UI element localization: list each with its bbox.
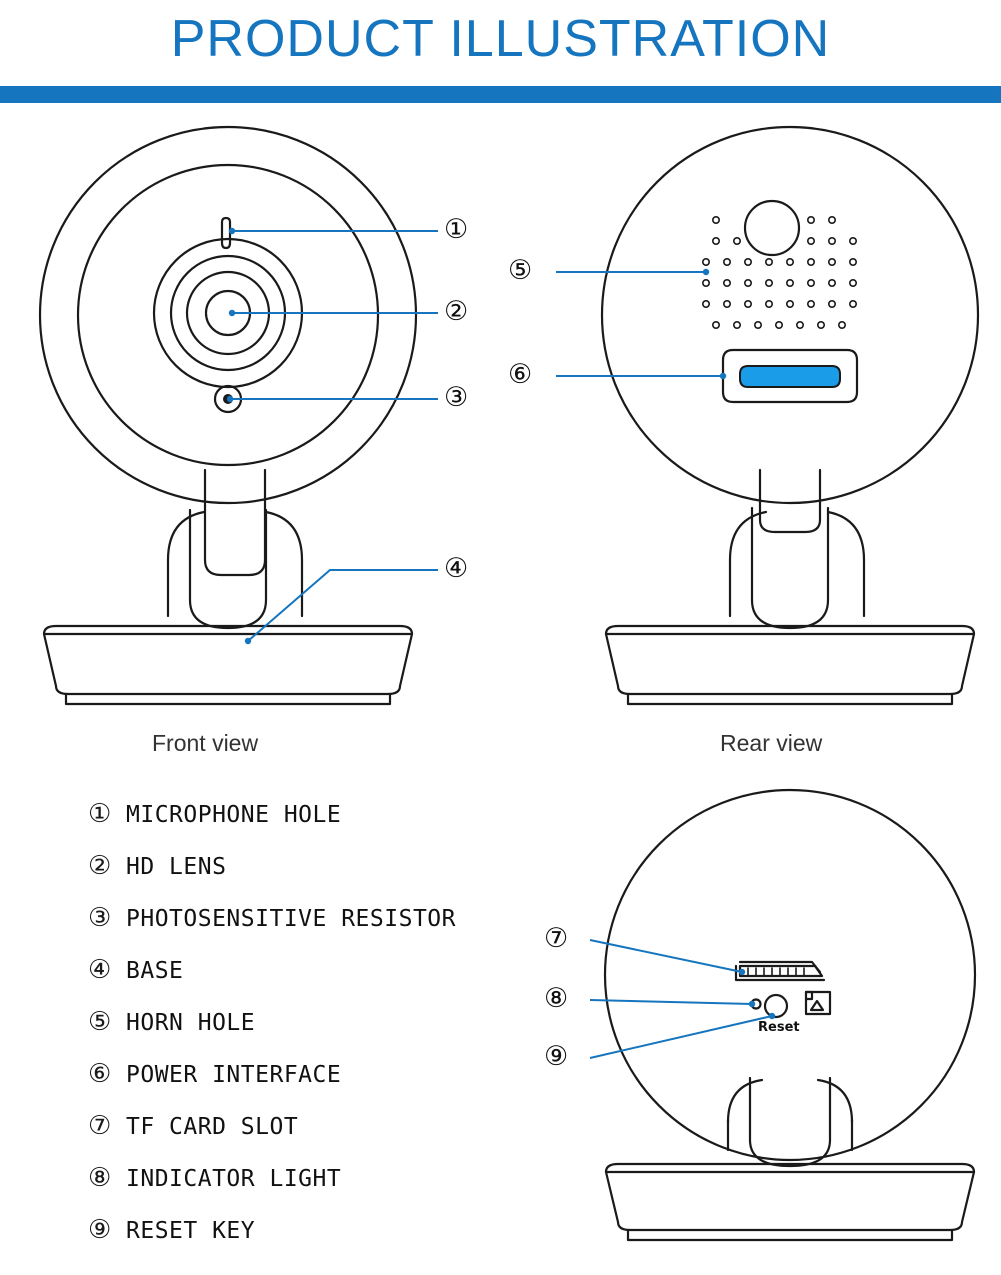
leader-7: [590, 940, 742, 972]
callout-6: ⑥: [508, 359, 533, 390]
callout-8: ⑧: [544, 983, 569, 1014]
legend-number: ⑧: [88, 1163, 112, 1193]
legend-label: HD LENS: [126, 854, 227, 880]
legend-number: ⑥: [88, 1059, 112, 1089]
list-item: [88, 1152, 558, 1204]
list-item: [88, 996, 558, 1048]
speaker-holes: [703, 217, 856, 328]
reset-label: Reset: [758, 1020, 800, 1035]
rear-view-caption: Rear view: [720, 730, 823, 756]
legend-number: ⑤: [88, 1007, 112, 1037]
callout-2: ②: [444, 296, 469, 327]
list-item: [88, 1100, 558, 1152]
list-item: [88, 788, 558, 840]
front-camera-drawing: [40, 127, 416, 704]
front-view-caption: Front view: [152, 730, 259, 756]
legend-label: HORN HOLE: [126, 1010, 256, 1036]
list-item: [88, 1204, 558, 1256]
legend-number: ⑨: [88, 1215, 112, 1245]
legend-number: ①: [88, 799, 112, 829]
callout-5: ⑤: [508, 255, 533, 286]
list-item: [88, 944, 558, 996]
legend-number: ②: [88, 851, 112, 881]
callout-3: ③: [444, 382, 469, 413]
list-item: [88, 892, 558, 944]
list-item: [88, 840, 558, 892]
legend-number: ③: [88, 903, 112, 933]
legend-label: POWER INTERFACE: [126, 1062, 342, 1088]
callout-9: ⑨: [544, 1041, 569, 1072]
leader-9: [590, 1016, 772, 1058]
list-item: [88, 1048, 558, 1100]
leader-8: [590, 1000, 752, 1004]
callout-7: ⑦: [544, 923, 569, 954]
legend-label: BASE: [126, 958, 184, 984]
legend-number: ④: [88, 955, 112, 985]
callout-4: ④: [444, 553, 469, 584]
page-title: PRODUCT ILLUSTRATION: [170, 10, 831, 68]
legend-label: INDICATOR LIGHT: [126, 1166, 342, 1192]
legend-label: TF CARD SLOT: [126, 1114, 299, 1140]
legend-label: RESET KEY: [126, 1218, 256, 1244]
legend-label: MICROPHONE HOLE: [126, 802, 342, 828]
legend-label: PHOTOSENSITIVE RESISTOR: [126, 906, 456, 932]
leader-4: [248, 570, 438, 641]
callout-1: ①: [444, 214, 469, 245]
bottom-camera-drawing: [605, 790, 975, 1240]
legend-number: ⑦: [88, 1111, 112, 1141]
rear-camera-drawing: [602, 127, 978, 704]
legend-list: [88, 788, 558, 1256]
